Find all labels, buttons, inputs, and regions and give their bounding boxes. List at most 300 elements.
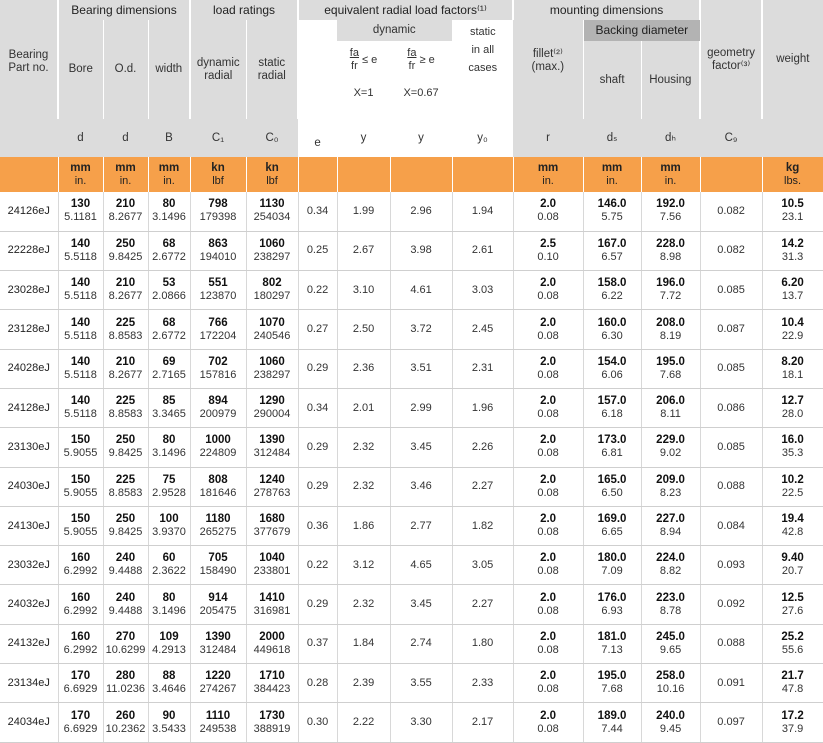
cell-static-imperial: 312484 — [253, 447, 291, 460]
cell-weight — [762, 703, 823, 742]
cell-weight — [762, 192, 823, 231]
cell-dynamic-imperial: 200979 — [199, 408, 237, 421]
cell-bore-imperial: 6.6929 — [63, 683, 98, 696]
cell-width — [148, 271, 190, 310]
cell-e: 0.29 — [298, 349, 337, 388]
cell-geometry: 0.088 — [700, 467, 762, 506]
cell-width-imperial: 4.2913 — [152, 643, 186, 656]
cell-part: 23130eJ — [0, 428, 58, 467]
cell-fillet-imperial: 0.08 — [537, 683, 559, 696]
cell-shaft-metric: 154.0 — [597, 355, 627, 368]
cell-y0: 1.94 — [452, 192, 513, 231]
cell-shaft — [583, 428, 641, 467]
cell-fillet — [513, 664, 583, 703]
cell-y2: 3.72 — [390, 310, 452, 349]
cell-weight — [762, 546, 823, 585]
cell-od — [103, 506, 148, 545]
cell-shaft-imperial: 6.65 — [601, 526, 623, 539]
cell-weight — [762, 467, 823, 506]
cell-part: 22228eJ — [0, 231, 58, 270]
cell-housing-metric: 192.0 — [656, 198, 685, 211]
sym-od: d — [103, 119, 148, 157]
header-static-radial: static radial — [246, 20, 298, 119]
cell-housing-imperial: 8.11 — [660, 408, 681, 421]
cell-geometry: 0.085 — [700, 349, 762, 388]
cell-housing — [641, 428, 700, 467]
cell-y1: 2.32 — [337, 428, 390, 467]
cell-y1: 1.99 — [337, 192, 390, 231]
cell-housing-imperial: 7.68 — [659, 368, 682, 381]
cell-fillet-metric: 2.0 — [540, 473, 557, 486]
cell-fillet — [513, 310, 583, 349]
cell-width — [148, 428, 190, 467]
cell-dynamic-imperial: 181646 — [199, 486, 237, 499]
cell-od — [103, 388, 148, 427]
cell-weight-metric: 12.5 — [781, 591, 804, 604]
cell-y0: 2.45 — [452, 310, 513, 349]
cell-bore-metric: 160 — [70, 552, 91, 565]
cell-od — [103, 428, 148, 467]
table-row — [0, 349, 823, 388]
cell-width-imperial: 2.0866 — [152, 290, 186, 303]
cell-housing-imperial: 10.16 — [656, 683, 685, 696]
cell-width-metric: 68 — [162, 316, 176, 329]
cell-bore-imperial: 5.5118 — [64, 290, 97, 303]
cell-fillet — [513, 428, 583, 467]
cell-fillet-imperial: 0.10 — [537, 250, 559, 263]
cell-width-imperial: 3.1496 — [152, 604, 186, 617]
cell-dynamic-imperial: 179398 — [199, 211, 237, 224]
cell-static-metric: 1290 — [259, 395, 285, 408]
cell-y1: 2.22 — [337, 703, 390, 742]
cell-fillet-metric: 2.0 — [540, 198, 557, 211]
cell-e: 0.37 — [298, 624, 337, 663]
symbol-row — [0, 119, 823, 157]
cell-width-metric: 80 — [162, 434, 176, 447]
cell-width-metric: 69 — [162, 355, 176, 368]
cell-bore-metric: 170 — [70, 670, 91, 683]
cell-static — [246, 310, 298, 349]
cell-bore-imperial: 5.9055 — [63, 447, 98, 460]
cell-weight — [762, 231, 823, 270]
cell-bore-metric: 140 — [70, 237, 91, 250]
cell-dynamic-metric: 798 — [208, 198, 228, 211]
cell-bore-imperial: 5.9055 — [63, 486, 98, 499]
cell-fillet-metric: 2.0 — [540, 395, 557, 408]
cell-shaft-imperial: 6.22 — [601, 290, 623, 303]
cell-od — [103, 664, 148, 703]
cell-dynamic-metric: 1180 — [205, 513, 231, 526]
cell-fillet-metric: 2.0 — [540, 277, 557, 290]
cell-bore — [58, 703, 103, 742]
cell-fillet — [513, 271, 583, 310]
cell-fillet — [513, 192, 583, 231]
cell-geometry: 0.084 — [700, 506, 762, 545]
cell-weight — [762, 388, 823, 427]
group-load-ratings: load ratings — [190, 0, 298, 20]
cell-shaft — [583, 624, 641, 663]
cell-bore-metric: 140 — [70, 277, 91, 290]
cell-shaft — [583, 506, 641, 545]
cell-dynamic — [190, 428, 246, 467]
cell-fillet-imperial: 0.08 — [537, 329, 559, 342]
cell-od-metric: 210 — [115, 355, 136, 368]
cell-od-imperial: 8.8583 — [108, 329, 143, 342]
cell-width-imperial: 3.5433 — [152, 722, 186, 735]
cell-y1: 1.86 — [337, 506, 390, 545]
cell-dynamic — [190, 231, 246, 270]
cell-geometry: 0.093 — [700, 546, 762, 585]
cell-weight — [762, 506, 823, 545]
cell-shaft-imperial: 5.75 — [601, 211, 623, 224]
cell-weight — [762, 624, 823, 663]
cell-od-metric: 225 — [115, 473, 136, 486]
cell-fillet — [513, 624, 583, 663]
cell-static — [246, 349, 298, 388]
cell-dynamic — [190, 310, 246, 349]
cell-dynamic — [190, 388, 246, 427]
cell-housing — [641, 624, 700, 663]
cell-dynamic-metric: 1220 — [205, 670, 231, 683]
cell-weight-imperial: 13.7 — [781, 290, 804, 303]
cell-width-imperial: 3.1496 — [152, 447, 186, 460]
cell-bore-imperial: 5.5118 — [64, 408, 97, 421]
cell-shaft — [583, 388, 641, 427]
cell-shaft — [583, 664, 641, 703]
cell-y1: 2.36 — [337, 349, 390, 388]
cell-width — [148, 703, 190, 742]
cell-housing — [641, 703, 700, 742]
cell-od-imperial: 9.8425 — [108, 447, 143, 460]
cell-od — [103, 192, 148, 231]
cell-geometry: 0.097 — [700, 703, 762, 742]
cell-e: 0.25 — [298, 231, 337, 270]
cell-od — [103, 546, 148, 585]
sym-b: B — [148, 119, 190, 157]
cell-bore-imperial: 5.5118 — [64, 368, 97, 381]
cell-static-metric: 1060 — [259, 237, 285, 250]
cell-shaft — [583, 349, 641, 388]
cell-static-imperial: 278763 — [253, 486, 291, 499]
cell-shaft-metric: 157.0 — [597, 395, 627, 408]
cell-shaft-metric: 158.0 — [597, 277, 627, 290]
cell-shaft-metric: 181.0 — [597, 630, 627, 643]
cell-width-metric: 80 — [162, 198, 176, 211]
sym-ds: dₛ — [583, 119, 641, 157]
cell-fillet-metric: 2.5 — [540, 237, 557, 250]
cell-static-imperial: 254034 — [253, 211, 291, 224]
unit-static: kn lbf — [246, 157, 298, 192]
cell-bore-metric: 140 — [70, 316, 91, 329]
sym-y2: y — [390, 119, 452, 157]
table-row — [0, 428, 823, 467]
cell-width-imperial: 2.7165 — [152, 368, 186, 381]
cell-y1: 2.39 — [337, 664, 390, 703]
cell-width — [148, 585, 190, 624]
cell-fillet-imperial: 0.08 — [537, 604, 559, 617]
cell-static-imperial: 238297 — [253, 368, 291, 381]
cell-static — [246, 428, 298, 467]
cell-weight-imperial: 37.9 — [781, 722, 804, 735]
cell-od — [103, 349, 148, 388]
cell-width — [148, 231, 190, 270]
cell-weight-metric: 12.7 — [781, 395, 804, 408]
cell-part: 24128eJ — [0, 388, 58, 427]
cell-shaft-imperial: 6.93 — [601, 604, 623, 617]
cell-width-metric: 53 — [162, 277, 176, 290]
table-row — [0, 546, 823, 585]
cell-shaft — [583, 192, 641, 231]
cell-fillet — [513, 585, 583, 624]
cell-static-imperial: 316981 — [253, 604, 291, 617]
cell-weight-metric: 10.2 — [781, 473, 804, 486]
cell-y0: 1.96 — [452, 388, 513, 427]
sym-r: r — [513, 119, 583, 157]
cell-y0: 2.27 — [452, 467, 513, 506]
unit-dynamic: kn lbf — [190, 157, 246, 192]
cell-e: 0.30 — [298, 703, 337, 742]
cell-fillet — [513, 467, 583, 506]
cell-od-metric: 240 — [115, 591, 136, 604]
cell-width-metric: 109 — [159, 630, 179, 643]
cell-width-imperial: 3.3465 — [152, 408, 186, 421]
cell-dynamic — [190, 192, 246, 231]
cell-weight-metric: 19.4 — [781, 513, 804, 526]
cell-e: 0.34 — [298, 192, 337, 231]
cell-static-metric: 1390 — [259, 434, 285, 447]
cell-static-metric: 1410 — [259, 591, 285, 604]
cell-bore-imperial: 5.1181 — [64, 211, 97, 224]
cell-static — [246, 467, 298, 506]
cell-width-metric: 68 — [162, 237, 176, 250]
cell-housing-metric: 224.0 — [656, 552, 685, 565]
unit-shaft: mm in. — [583, 157, 641, 192]
cell-y0: 3.03 — [452, 271, 513, 310]
cell-weight-imperial: 31.3 — [781, 250, 804, 263]
cell-shaft-metric: 189.0 — [597, 709, 627, 722]
cell-bore — [58, 349, 103, 388]
cell-e: 0.29 — [298, 428, 337, 467]
cell-weight-imperial: 23.1 — [781, 211, 804, 224]
cell-weight — [762, 349, 823, 388]
cell-part: 24028eJ — [0, 349, 58, 388]
cell-fillet — [513, 231, 583, 270]
cell-fillet — [513, 506, 583, 545]
cell-static-metric: 802 — [262, 277, 282, 290]
cell-fillet — [513, 349, 583, 388]
cell-shaft — [583, 231, 641, 270]
cell-housing-metric: 228.0 — [656, 237, 685, 250]
cell-static-imperial: 449618 — [253, 643, 291, 656]
cell-y2: 3.46 — [390, 467, 452, 506]
cell-housing-imperial: 8.82 — [659, 565, 682, 578]
header-shaft: shaft — [583, 41, 641, 119]
cell-od-metric: 225 — [115, 316, 136, 329]
sym-c1: C₁ — [190, 119, 246, 157]
cell-width — [148, 192, 190, 231]
cell-bore-metric: 150 — [70, 513, 91, 526]
cell-fillet-imperial: 0.08 — [537, 290, 559, 303]
cell-shaft-imperial: 6.57 — [601, 250, 623, 263]
cell-width-imperial: 3.4646 — [152, 683, 186, 696]
cell-weight-imperial: 22.5 — [781, 486, 804, 499]
cell-part: 23128eJ — [0, 310, 58, 349]
cell-fillet-imperial: 0.08 — [537, 643, 559, 656]
cell-dynamic-metric: 863 — [208, 237, 228, 250]
cell-housing — [641, 310, 700, 349]
cell-housing-imperial: 9.02 — [659, 447, 682, 460]
cell-fillet — [513, 388, 583, 427]
cell-static-metric: 1130 — [259, 198, 285, 211]
cell-part: 24032eJ — [0, 585, 58, 624]
cell-y1: 3.12 — [337, 546, 390, 585]
cell-static-imperial: 240546 — [253, 329, 291, 342]
cell-dynamic — [190, 506, 246, 545]
sym-dh: dₕ — [641, 119, 700, 157]
cell-weight-imperial: 42.8 — [781, 526, 804, 539]
cell-fillet-metric: 2.0 — [540, 709, 557, 722]
table-row — [0, 271, 823, 310]
cell-width-metric: 80 — [162, 591, 176, 604]
cell-weight-metric: 21.7 — [781, 670, 804, 683]
cell-y1: 2.32 — [337, 585, 390, 624]
unit-housing: mm in. — [641, 157, 700, 192]
cell-shaft-imperial: 6.50 — [601, 486, 623, 499]
header-dynamic-radial: dynamic radial — [190, 20, 246, 119]
cell-width — [148, 388, 190, 427]
cell-y1: 3.10 — [337, 271, 390, 310]
cell-dynamic-imperial: 194010 — [199, 250, 237, 263]
unit-e — [298, 157, 337, 192]
header-static-all: static in all cases — [452, 20, 513, 119]
table-row — [0, 585, 823, 624]
cell-bore-metric: 130 — [70, 198, 91, 211]
cell-shaft-imperial: 7.13 — [601, 643, 623, 656]
unit-geometry — [700, 157, 762, 192]
cell-housing-imperial: 8.78 — [659, 604, 682, 617]
cell-od-imperial: 9.4488 — [108, 604, 143, 617]
cell-od-imperial: 11.0236 — [106, 683, 145, 696]
unit-width: mm in. — [148, 157, 190, 192]
cell-od — [103, 271, 148, 310]
cell-dynamic-metric: 766 — [208, 316, 228, 329]
cell-geometry: 0.086 — [700, 388, 762, 427]
sym-e: e — [298, 119, 337, 157]
cell-fillet-imperial: 0.08 — [537, 211, 559, 224]
cell-static-imperial: 238297 — [253, 250, 291, 263]
cell-bore-metric: 160 — [70, 591, 91, 604]
cell-part: 24130eJ — [0, 506, 58, 545]
cell-housing — [641, 388, 700, 427]
cell-weight — [762, 664, 823, 703]
header-od: O.d. — [103, 20, 148, 119]
cell-bore — [58, 310, 103, 349]
cell-shaft — [583, 271, 641, 310]
cell-od-metric: 270 — [115, 630, 136, 643]
cell-fillet-metric: 2.0 — [540, 355, 557, 368]
cell-static-imperial: 290004 — [253, 408, 291, 421]
cell-bore — [58, 231, 103, 270]
cell-od-imperial: 8.8583 — [108, 408, 143, 421]
cell-static-metric: 1710 — [259, 670, 285, 683]
unit-y1 — [337, 157, 390, 192]
cell-y2: 4.61 — [390, 271, 452, 310]
cell-shaft-metric: 173.0 — [597, 434, 627, 447]
cell-dynamic — [190, 546, 246, 585]
cell-e: 0.22 — [298, 271, 337, 310]
cell-fillet-metric: 2.0 — [540, 316, 557, 329]
group-equiv-factors: equivalent radial load factors⁽¹⁾ — [298, 0, 513, 20]
cell-housing-imperial: 8.23 — [659, 486, 682, 499]
cell-bore-imperial: 6.2992 — [63, 565, 98, 578]
cell-dynamic-metric: 914 — [208, 591, 228, 604]
cell-weight — [762, 428, 823, 467]
cell-dynamic-imperial: 123870 — [199, 290, 237, 303]
cell-part: 23032eJ — [0, 546, 58, 585]
cell-geometry: 0.092 — [700, 585, 762, 624]
cell-od-imperial: 9.8425 — [108, 526, 143, 539]
cell-static-imperial: 384423 — [253, 683, 291, 696]
cell-dynamic-metric: 551 — [208, 277, 228, 290]
cell-y2: 2.96 — [390, 192, 452, 231]
cell-width — [148, 546, 190, 585]
cell-bore — [58, 585, 103, 624]
cell-bore — [58, 192, 103, 231]
cell-dynamic-imperial: 158490 — [199, 565, 237, 578]
cell-part: 24030eJ — [0, 467, 58, 506]
header-dynamic: dynamic — [337, 20, 452, 41]
cell-static-metric: 1040 — [259, 552, 285, 565]
sym-d: d — [58, 119, 103, 157]
cell-od-metric: 225 — [115, 395, 136, 408]
cell-dynamic — [190, 467, 246, 506]
group-bearing-dimensions: Bearing dimensions — [58, 0, 190, 20]
table-row — [0, 231, 823, 270]
cell-shaft-imperial: 6.81 — [601, 447, 623, 460]
cell-bore — [58, 506, 103, 545]
cell-width — [148, 624, 190, 663]
cell-fillet-imperial: 0.08 — [537, 526, 559, 539]
cell-part: 24034eJ — [0, 703, 58, 742]
cell-od-imperial: 9.8425 — [108, 250, 143, 263]
cell-housing-imperial: 7.72 — [659, 290, 682, 303]
cell-static — [246, 388, 298, 427]
cell-weight-metric: 17.2 — [781, 709, 804, 722]
table-body — [0, 192, 823, 742]
cell-od-metric: 240 — [115, 552, 136, 565]
cell-static — [246, 585, 298, 624]
header-e-blank — [298, 20, 337, 119]
sym-c0: C₀ — [246, 119, 298, 157]
cell-shaft-metric: 167.0 — [597, 237, 627, 250]
sym-weight — [762, 119, 823, 157]
table-row — [0, 506, 823, 545]
cell-housing-metric: 227.0 — [656, 513, 685, 526]
cell-od — [103, 310, 148, 349]
cell-width-metric: 90 — [162, 709, 176, 722]
header-fa-le: $\frac{fa}{fr} \le e$ X=1 — [337, 41, 390, 119]
cell-bore — [58, 664, 103, 703]
header-fa-ge: $\frac{fa}{fr} \ge e$ X=0.67 — [390, 41, 452, 119]
cell-y2: 3.55 — [390, 664, 452, 703]
cell-housing-metric: 195.0 — [656, 355, 685, 368]
cell-geometry: 0.085 — [700, 271, 762, 310]
cell-bore — [58, 271, 103, 310]
cell-width-imperial: 2.6772 — [152, 329, 186, 342]
cell-bore-imperial: 6.2992 — [63, 604, 98, 617]
cell-weight-imperial: 22.9 — [781, 329, 804, 342]
cell-od-imperial: 10.2362 — [105, 722, 146, 735]
